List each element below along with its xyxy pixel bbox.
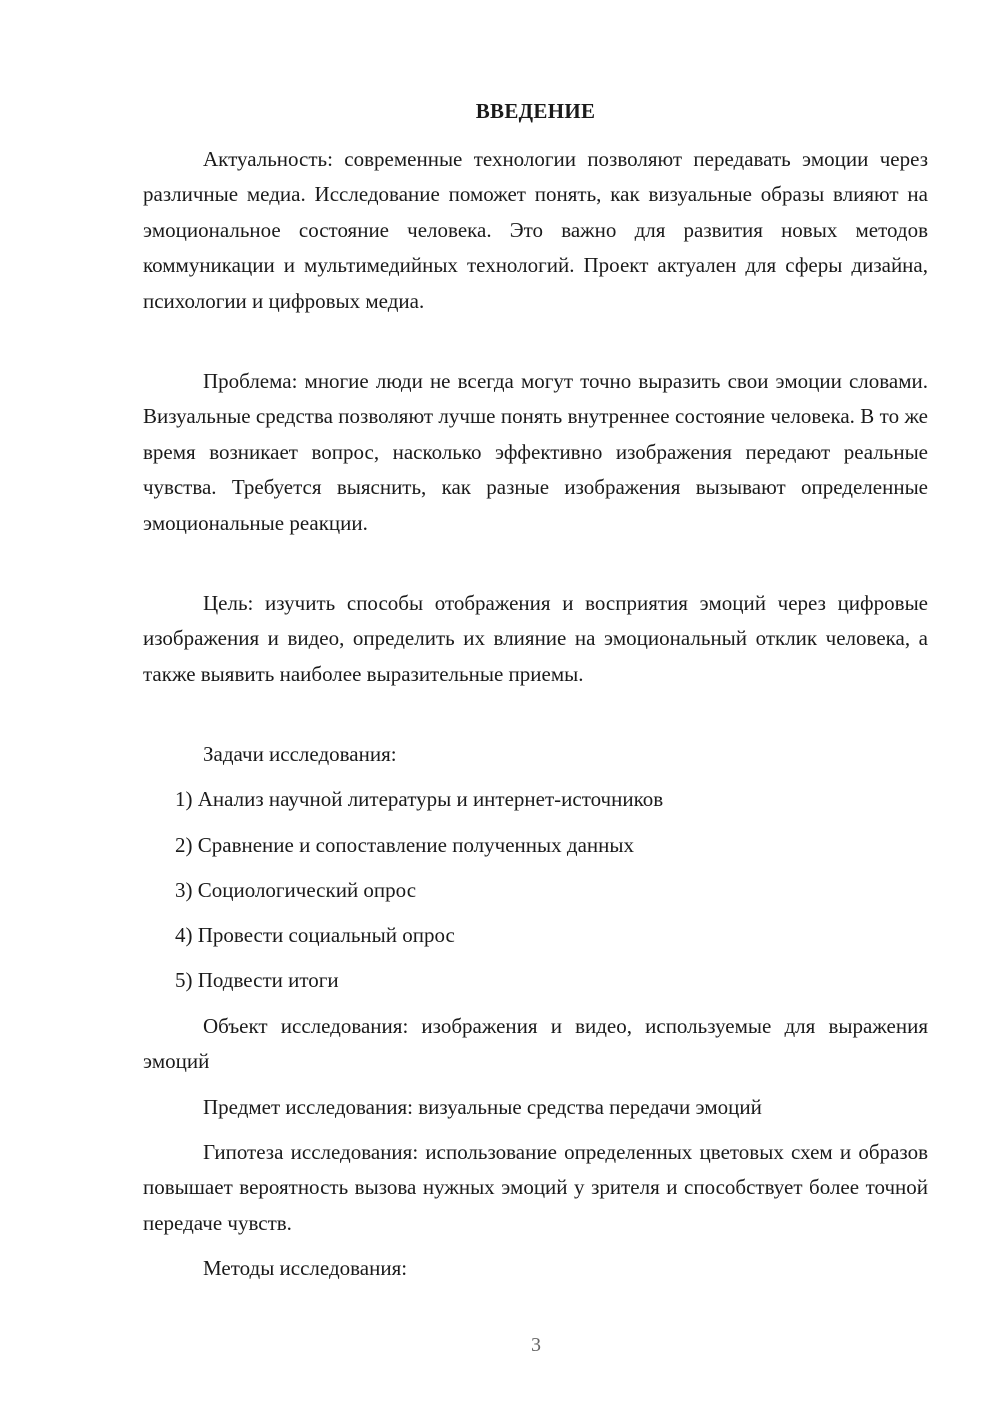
- paragraph-hypothesis: Гипотеза исследования: использование определенных цветовых схем и образов повышает вероятность вызова нужных эмоций у зрителя и способствует более точной передаче чувств.: [143, 1140, 928, 1235]
- paragraph-relevance: Актуальность: современные технологии позволяют передавать эмоции через различные медиа. Исследование поможет понять, как визуальные образы влияют на эмоциональное состояние человека. Это важно для развития новых методов коммуникации и мультимедийных технологий. Проект актуален для сферы дизайна, психологии и цифровых медиа.: [143, 147, 928, 313]
- paragraph-problem: Проблема: многие люди не всегда могут точно выразить свои эмоции словами. Визуальные средства позволяют лучше понять внутреннее состояние человека. В то же время возникает вопрос, насколько эффективно изображения передают реальные чувства. Требуется выяснить, как разные изображения вызывают определенные эмоциональные реакции.: [143, 369, 928, 535]
- task-item: 3) Социологический опрос: [175, 878, 417, 902]
- task-item: 2) Сравнение и сопоставление полученных данных: [175, 833, 634, 857]
- task-item: 5) Подвести итоги: [175, 968, 339, 992]
- task-item: 1) Анализ научной литературы и интернет-источников: [175, 787, 664, 811]
- paragraph-goal: Цель: изучить способы отображения и восприятия эмоций через цифровые изображения и видео, определить их влияние на эмоциональный отклик человека, а также выявить наиболее выразительные приемы.: [143, 591, 928, 686]
- paragraph-subject: Предмет исследования: визуальные средства передачи эмоций: [203, 1095, 762, 1119]
- methods-heading: Методы исследования:: [203, 1256, 408, 1280]
- section-title: ВВЕДЕНИЕ: [475, 99, 596, 123]
- page-number: 3: [531, 1334, 541, 1356]
- paragraph-object: Объект исследования: изображения и видео, используемые для выражения эмоций: [143, 1014, 928, 1074]
- tasks-heading: Задачи исследования:: [203, 742, 397, 766]
- task-item: 4) Провести социальный опрос: [175, 923, 455, 947]
